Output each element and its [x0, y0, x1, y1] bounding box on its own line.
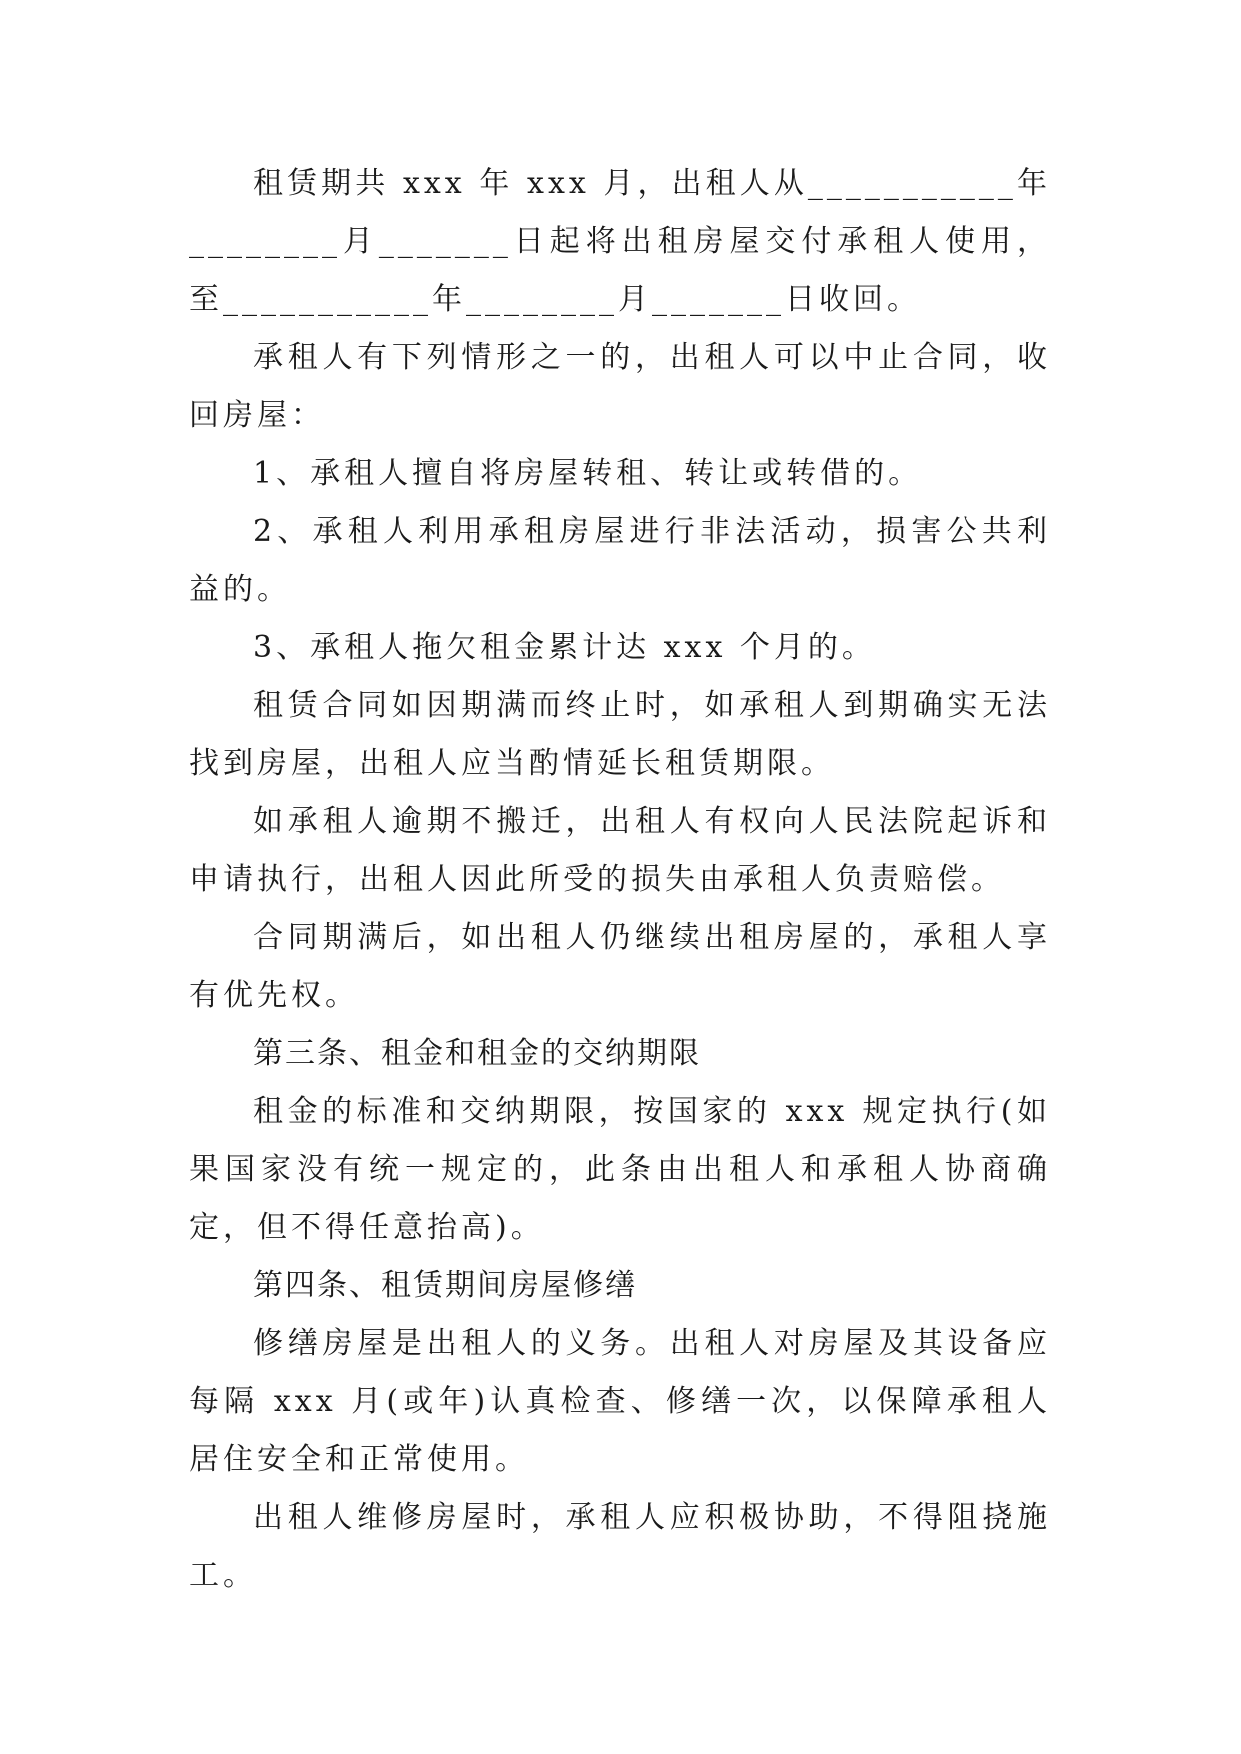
paragraph-rent-standard: 租金的标准和交纳期限，按国家的 xxx 规定执行(如果国家没有统一规定的，此条由出租人和承租人协商确定，但不得任意抬高)。	[189, 1094, 1051, 1245]
paragraph-repair-cooperation: 出租人维修房屋时，承租人应积极协助，不得阻挠施工。	[189, 1500, 1051, 1593]
document-body	[189, 155, 1051, 1605]
paragraph-overdue-relocation: 如承租人逾期不搬迁，出租人有权向人民法院起诉和申请执行，出租人因此所受的损失由承租人负责赔偿。	[189, 804, 1051, 897]
section-heading-article-4: 第四条、租赁期间房屋修缮	[253, 1268, 637, 1303]
list-item-rent-arrears: 3、承租人拖欠租金累计达 xxx 个月的。	[253, 630, 876, 665]
paragraph-lease-term: 租赁期共 xxx 年 xxx 月，出租人从___________年________月_______日起将出租房屋交付承租人使用，至___________年________月_______日收回。	[189, 166, 1051, 317]
paragraph-lease-expiry: 租赁合同如因期满而终止时，如承租人到期确实无法找到房屋，出租人应当酌情延长租赁期限。	[189, 688, 1051, 781]
list-item-sublease: 1、承租人擅自将房屋转租、转让或转借的。	[253, 456, 923, 491]
paragraph-termination-conditions: 承租人有下列情形之一的，出租人可以中止合同，收回房屋：	[189, 340, 1051, 433]
list-item-illegal-activity: 2、承租人利用承租房屋进行非法活动，损害公共利益的。	[189, 514, 1051, 607]
section-heading-article-3: 第三条、租金和租金的交纳期限	[253, 1036, 701, 1071]
paragraph-priority-right: 合同期满后，如出租人仍继续出租房屋的，承租人享有优先权。	[189, 920, 1051, 1013]
paragraph-repair-duty: 修缮房屋是出租人的义务。出租人对房屋及其设备应每隔 xxx 月(或年)认真检查、修缮一次，以保障承租人居住安全和正常使用。	[189, 1326, 1051, 1477]
